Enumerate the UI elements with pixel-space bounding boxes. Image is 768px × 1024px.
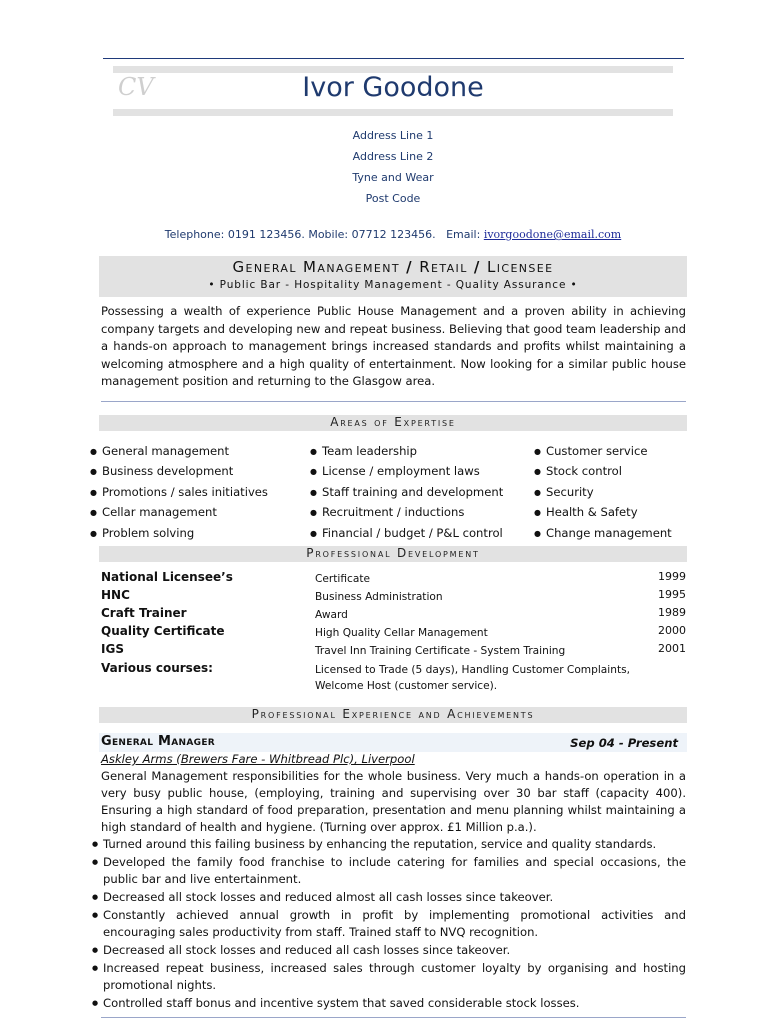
- qualification-title: Various courses:: [101, 661, 213, 675]
- list-item: ● Stock control: [534, 462, 672, 482]
- list-item: ● Promotions / sales initiatives: [90, 483, 268, 503]
- achievements-list: [101, 836, 686, 1013]
- bottom-divider: [101, 1017, 686, 1018]
- qualification-title: HNC: [101, 588, 130, 602]
- profile-summary: Possessing a wealth of experience Public House Management and a proven ability in achieving company targets and developing new and repeat business. Believing that good team leadership and a hands-on approach to management brings increased standards and profits whilst maintaining a welcoming atmosphere and a high quality of entertainment. Now looking for a similar public house management position and returning to the Glasgow area.: [101, 304, 686, 388]
- list-item: ● Recruitment / inductions: [310, 503, 503, 523]
- qualification-year: 1995: [658, 588, 686, 601]
- headline-part-management: General Management: [232, 258, 400, 276]
- qualification-description: Business Administration: [315, 591, 443, 603]
- job-employer: Askley Arms (Brewers Fare - Whitbread Plc), Liverpool: [101, 752, 415, 766]
- address-postcode: Post Code: [365, 192, 421, 205]
- qualification-year: 2000: [658, 624, 686, 637]
- list-item: ● Business development: [90, 462, 268, 482]
- list-item: ● Financial / budget / P&L control: [310, 524, 503, 544]
- qualification-title: Craft Trainer: [101, 606, 187, 620]
- qualification-year: 1999: [658, 570, 686, 583]
- cv-label: CV: [118, 73, 154, 101]
- list-item: ● Health & Safety: [534, 503, 672, 523]
- contact-phone-text: Telephone: 0191 123456. Mobile: 07712 123456. Email:: [164, 228, 484, 241]
- list-item: ● Turned around this failing business by enhancing the reputation, service and quality standards.: [101, 836, 686, 852]
- headline-title: [99, 258, 687, 276]
- profile-divider: [101, 401, 686, 402]
- headline-separator-2: /: [473, 258, 481, 276]
- qualification-description: Travel Inn Training Certificate - System Training: [315, 645, 566, 657]
- list-item: ● Cellar management: [90, 503, 268, 523]
- list-item: ● Increased repeat business, increased sales through customer loyalty by organising and hosting promotional nights.: [101, 960, 686, 992]
- development-section-title: Professional Development: [306, 546, 480, 560]
- qualification-title: National Licensee’s: [101, 570, 233, 584]
- top-rule: [103, 58, 684, 59]
- list-item: ● Constantly achieved annual growth in profit by implementing promotional activities and encouraging sales productivity from staff. Trained staff to NVQ recognition.: [101, 907, 686, 939]
- job-description: General Management responsibilities for the whole business. Very much a hands-on operation in a very busy public house, (employing, training and supervising over 30 bar staff (capacity 400). Ensuring a high standard of food preparation, presentation and menu planning whilst maintaining a high standard of health and hygiene. (Turning over approx. £1 Million p.a.).: [101, 769, 686, 834]
- qualification-title: Quality Certificate: [101, 624, 225, 638]
- expertise-column-1: [90, 442, 268, 544]
- job-title: General Manager: [101, 734, 216, 749]
- list-item: ● General management: [90, 442, 268, 462]
- list-item: ● Problem solving: [90, 524, 268, 544]
- headline-subline: • Public Bar - Hospitality Management - Quality Assurance •: [208, 279, 578, 291]
- list-item: ● Customer service: [534, 442, 672, 462]
- address-line-2: Address Line 2: [352, 150, 434, 163]
- list-item: ● Staff training and development: [310, 483, 503, 503]
- headline-part-retail: Retail: [419, 258, 468, 276]
- experience-section-title: Professional Experience and Achievements: [251, 707, 535, 721]
- list-item: ● Developed the family food franchise to include catering for families and special occasions, the public bar and live entertainment.: [101, 854, 686, 886]
- job-dates: Sep 04 - Present: [570, 736, 678, 750]
- list-item: ● Change management: [534, 524, 672, 544]
- list-item: ● License / employment laws: [310, 462, 503, 482]
- list-item: ● Team leadership: [310, 442, 503, 462]
- qualification-description: Award: [315, 609, 348, 621]
- headline-part-licensee: Licensee: [486, 258, 554, 276]
- list-item: ● Controlled staff bonus and incentive system that saved considerable stock losses.: [101, 995, 686, 1011]
- expertise-column-2: [310, 442, 503, 544]
- qualification-title: IGS: [101, 642, 124, 656]
- qualification-year: 1989: [658, 606, 686, 619]
- candidate-name: Ivor Goodone: [302, 72, 484, 103]
- qualification-description: Licensed to Trade (5 days), Handling Customer Complaints, Welcome Host (customer service).: [315, 664, 630, 692]
- email-link[interactable]: ivorgoodone@email.com: [483, 228, 622, 241]
- address-city: Tyne and Wear: [352, 171, 434, 184]
- expertise-column-3: [534, 442, 672, 544]
- headline-separator-1: /: [406, 258, 414, 276]
- expertise-section-title: Areas of Expertise: [330, 415, 456, 429]
- list-item: ● Decreased all stock losses and reduced almost all cash losses since takeover.: [101, 889, 686, 905]
- name-banner-bottom-stripe: [113, 109, 673, 116]
- address-line-1: Address Line 1: [352, 129, 434, 142]
- contact-line: [0, 228, 768, 241]
- list-item: ● Decreased all stock losses and reduced all cash losses since takeover.: [101, 942, 686, 958]
- qualification-description: Certificate: [315, 573, 371, 585]
- qualification-description: High Quality Cellar Management: [315, 627, 488, 639]
- qualification-year: 2001: [658, 642, 686, 655]
- list-item: ● Security: [534, 483, 672, 503]
